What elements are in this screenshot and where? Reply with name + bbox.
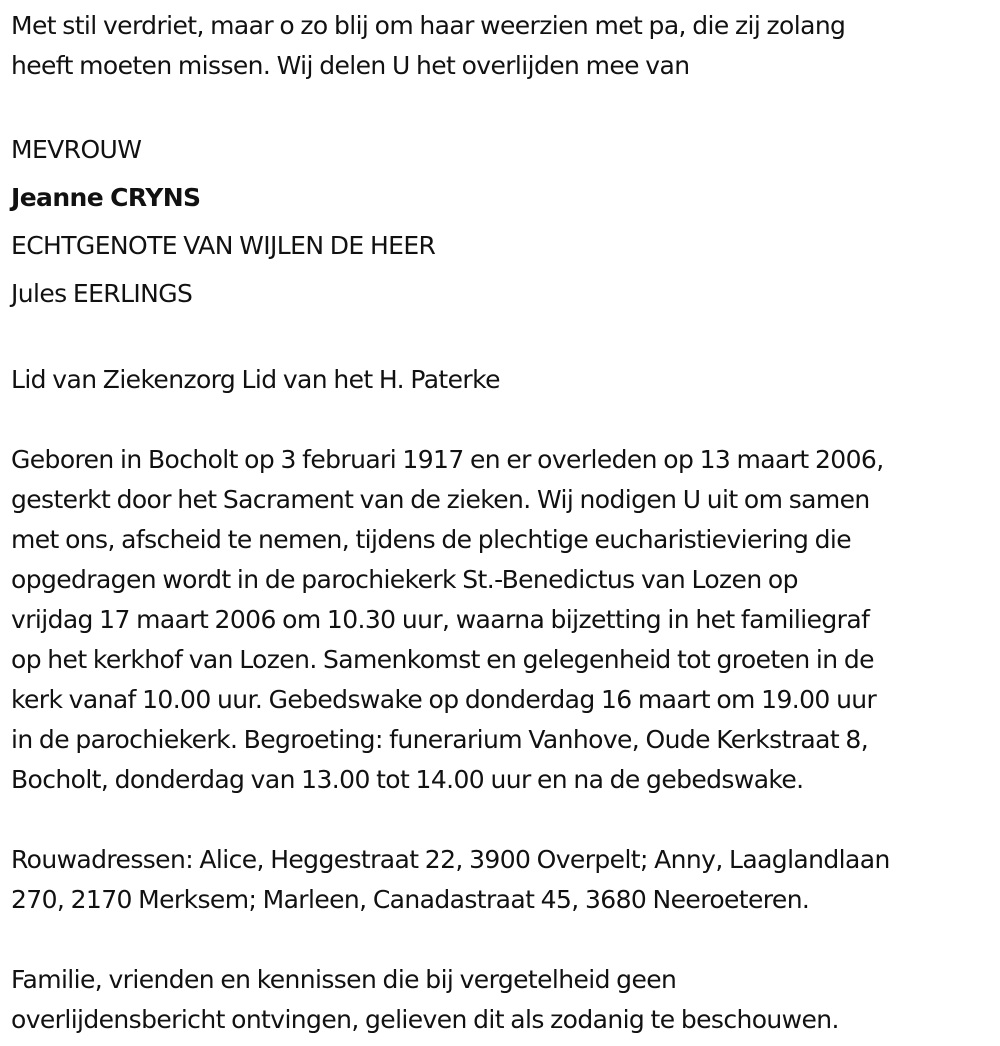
details-line: op het kerkhof van Lozen. Samenkomst en gelegenheid tot groeten in de: [11, 645, 874, 674]
spouse-name: Jules EERLINGS: [11, 279, 193, 308]
addresses-line: Rouwadressen: Alice, Heggestraat 22, 3900 Overpelt; Anny, Laaglandlaan: [11, 845, 890, 874]
memberships: Lid van Ziekenzorg Lid van het H. Paterke: [11, 365, 500, 394]
obituary-notice: [11, 6, 996, 1040]
intro-line: heeft moeten missen. Wij delen U het overlijden mee van: [11, 51, 690, 80]
closing-paragraph: [11, 960, 996, 1040]
addresses-line: 270, 2170 Merksem; Marleen, Canadastraat 45, 3680 Neeroeteren.: [11, 885, 810, 914]
details-line: Bocholt, donderdag van 13.00 tot 14.00 uur en na de gebedswake.: [11, 765, 804, 794]
closing-line: overlijdensbericht ontvingen, gelieven dit als zodanig te beschouwen.: [11, 1005, 839, 1034]
details-line: gesterkt door het Sacrament van de zieken. Wij nodigen U uit om samen: [11, 485, 870, 514]
closing-line: Familie, vrienden en kennissen die bij vergetelheid geen: [11, 965, 677, 994]
details-paragraph: [11, 440, 996, 800]
details-line: Geboren in Bocholt op 3 februari 1917 en er overleden op 13 maart 2006,: [11, 445, 884, 474]
details-line: kerk vanaf 10.00 uur. Gebedswake op donderdag 16 maart om 19.00 uur: [11, 685, 877, 714]
details-line: opgedragen wordt in de parochiekerk St.-Benedictus van Lozen op: [11, 565, 798, 594]
deceased-relation: ECHTGENOTE VAN WIJLEN DE HEER: [11, 231, 436, 260]
intro-paragraph: [11, 6, 996, 86]
deceased-name: Jeanne CRYNS: [11, 183, 201, 212]
addresses-paragraph: [11, 840, 996, 920]
details-line: met ons, afscheid te nemen, tijdens de plechtige eucharistieviering die: [11, 525, 852, 554]
details-line: vrijdag 17 maart 2006 om 10.30 uur, waarna bijzetting in het familiegraf: [11, 605, 870, 634]
deceased-block: [11, 126, 996, 318]
details-line: in de parochiekerk. Begroeting: funerarium Vanhove, Oude Kerkstraat 8,: [11, 725, 869, 754]
deceased-title: MEVROUW: [11, 135, 142, 164]
intro-line: Met stil verdriet, maar o zo blij om haar weerzien met pa, die zij zolang: [11, 11, 846, 40]
